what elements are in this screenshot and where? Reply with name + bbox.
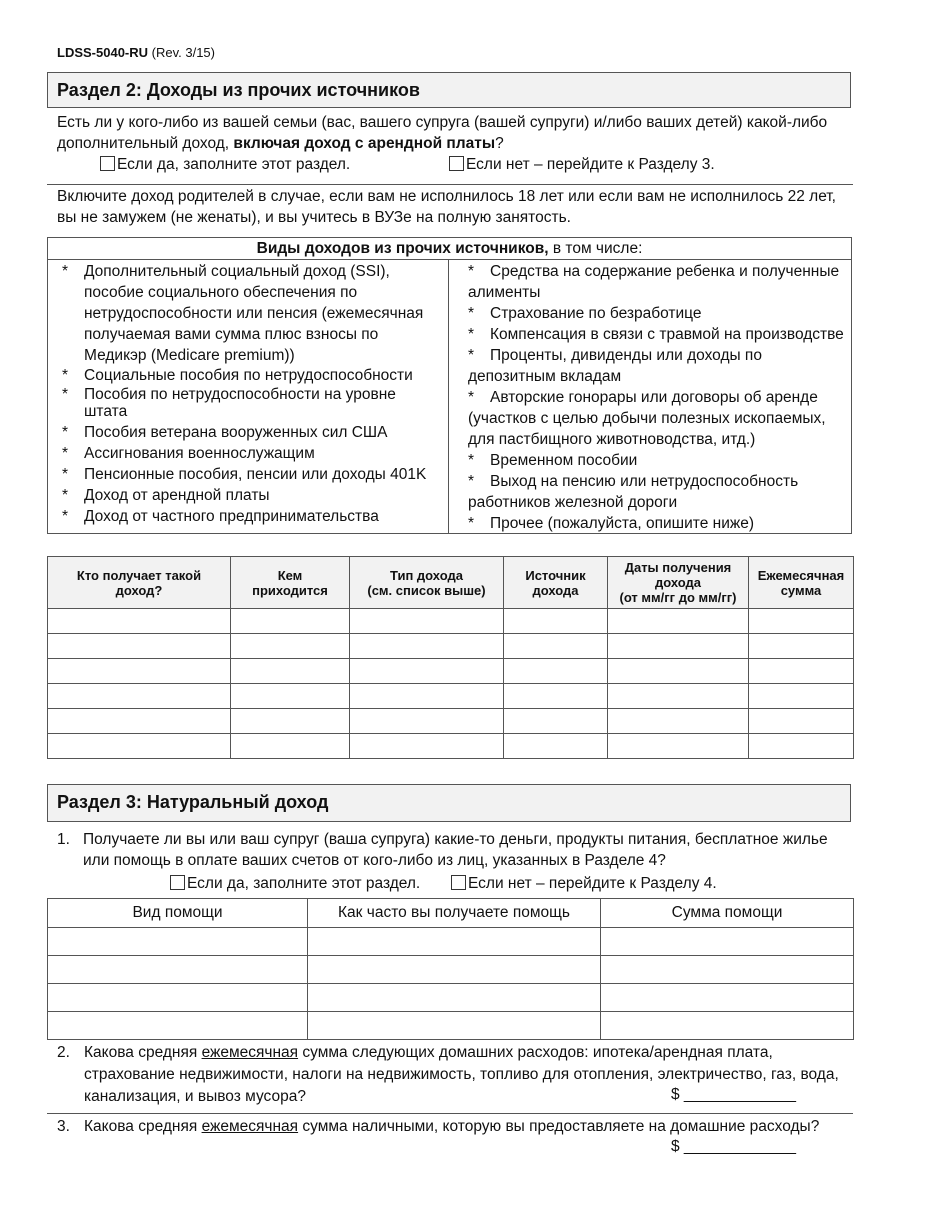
table-row [48,984,854,1012]
divider [47,1113,853,1114]
table-cell[interactable] [608,609,749,634]
table-row [48,709,854,734]
divider [47,184,853,185]
table-cell[interactable] [350,684,504,709]
table-row [48,634,854,659]
form-code: LDSS-5040-RU [57,45,149,60]
income-types-title: Виды доходов из прочих источников, в том числе: [48,238,851,260]
table-cell[interactable] [601,1012,854,1040]
section2-yes-label: Если да, заполните этот раздел. [117,156,351,173]
table-cell[interactable] [350,634,504,659]
table-cell[interactable] [48,734,231,759]
help-table [47,898,854,1040]
table-cell[interactable] [749,684,854,709]
q3-text: Какова средняя ежемесячная сумма наличными, которую вы предоставляете на домашние расходы? [84,1118,820,1135]
table-cell[interactable] [48,684,231,709]
section3-yes-checkbox[interactable] [170,875,185,890]
table-cell[interactable] [308,956,601,984]
table-cell[interactable] [504,609,608,634]
q1-number: 1. [57,831,70,848]
table-cell[interactable] [48,659,231,684]
table-cell[interactable] [231,634,350,659]
col-relation: Кем приходится [231,557,350,609]
table-cell[interactable] [48,1012,308,1040]
table-cell[interactable] [504,709,608,734]
col-help-amount: Сумма помощи [601,899,854,928]
section2-yes-checkbox[interactable] [100,156,115,171]
table-row [48,609,854,634]
section3-title: Раздел 3: Натуральный доход [47,784,851,822]
table-cell[interactable] [608,684,749,709]
table-cell[interactable] [48,928,308,956]
q3-amount-field[interactable]: $ _____________ [671,1138,796,1155]
table-cell[interactable] [504,684,608,709]
section2-no-label: Если нет – перейдите к Разделу 3. [466,156,715,173]
section3-no-option[interactable] [451,873,717,894]
table-cell[interactable] [350,709,504,734]
q1-text: Получаете ли вы или ваш супруг (ваша супруга) какие-то деньги, продукты питания, бесплатное жилье или помощь в оплате ваших счетов от кого-либо из лиц, указанных в Разделе 4? [83,831,828,869]
table-cell[interactable] [308,928,601,956]
table-cell[interactable] [231,659,350,684]
col-monthly: Ежемесячная сумма [749,557,854,609]
col-type: Тип дохода (см. список выше) [350,557,504,609]
col-help-frequency: Как часто вы получаете помощь [308,899,601,928]
table-row [48,684,854,709]
table-cell[interactable] [749,659,854,684]
table-cell[interactable] [231,734,350,759]
section2-yes-option[interactable] [100,154,350,175]
section2-no-checkbox[interactable] [449,156,464,171]
help-table-header [48,899,854,928]
q3-number: 3. [57,1118,70,1135]
col-help-type: Вид помощи [48,899,308,928]
section2-question: Есть ли у кого-либо из вашей семьи (вас, вашего супруга (вашей супруги) и/либо ваших детей) какой-либо дополнительный доход, включая доход с арендной платы? [57,114,828,152]
table-row [48,1012,854,1040]
form-rev: (Rev. 3/15) [151,45,215,60]
table-cell[interactable] [504,634,608,659]
table-cell[interactable] [601,984,854,1012]
table-cell[interactable] [350,659,504,684]
table-row [48,734,854,759]
section3-no-label: Если нет – перейдите к Разделу 4. [468,875,717,892]
section2-title: Раздел 2: Доходы из прочих источников [47,72,851,108]
table-cell[interactable] [504,659,608,684]
form-id [57,45,215,60]
income-table [47,556,854,759]
table-row [48,659,854,684]
section3-yes-option[interactable] [170,873,420,894]
table-cell[interactable] [231,684,350,709]
income-types-left: * Дополнительный социальный доход (SSI), пособие социального обеспечения по нетрудоспособности или пенсия (ежемесячная получаемая вами сумма плюс взносы по Медикэр (Medicare premium)) * Социальные пособия по нетрудоспособности * Пособия по нетрудоспособности на уровне штата * Пособия ветерана вооруженных сил США * Ассигнования военнослужащим * Пенсионные пособия, пенсии или доходы 401K * Доход от арендной платы * Доход от частного предпринимательства [62,263,427,525]
q2-amount-field[interactable]: $ _____________ [671,1086,796,1103]
table-cell[interactable] [601,928,854,956]
col-dates: Даты получения дохода (от мм/гг до мм/гг) [608,557,749,609]
table-cell[interactable] [350,734,504,759]
section3-no-checkbox[interactable] [451,875,466,890]
table-cell[interactable] [608,709,749,734]
table-cell[interactable] [608,659,749,684]
col-who: Кто получает такой доход? [48,557,231,609]
income-types-right: * Средства на содержание ребенка и полученные алименты * Страхование по безработице * Компенсация в связи с травмой на производстве * Проценты, дивиденды или доходы по депозитным вкладам * Авторские гонорары или договоры об аренде (участков с целью добычи полезных ископаемых, для пастбищного животноводства, итд.) * Временном пособии * Выход на пенсию или нетрудоспособность работников железной дороги * Прочее (пожалуйста, опишите ниже) [468,263,844,532]
q2-number: 2. [57,1044,70,1061]
table-cell[interactable] [749,609,854,634]
table-cell[interactable] [48,609,231,634]
section2-no-option[interactable] [449,154,715,175]
table-cell[interactable] [504,734,608,759]
section2-note: Включите доход родителей в случае, если вам не исполнилось 18 лет или если вам не исполнилось 22 лет, вы не замужем (не женаты), и вы учитесь в ВУЗе на полную занятость. [57,188,836,226]
section3-yes-label: Если да, заполните этот раздел. [187,875,421,892]
table-cell[interactable] [48,956,308,984]
q2-text: Какова средняя ежемесячная сумма следующих домашних расходов: ипотека/арендная плата, страхование недвижимости, налоги на недвижимость, топливо для отопления, электричество, газ, вода, канализация, и вывоз мусора? [84,1044,839,1105]
table-cell[interactable] [231,609,350,634]
table-row [48,956,854,984]
table-cell[interactable] [608,734,749,759]
income-types-divider [448,260,449,533]
table-cell[interactable] [601,956,854,984]
table-row [48,928,854,956]
table-cell[interactable] [231,709,350,734]
income-types-box [47,237,852,534]
table-cell[interactable] [608,634,749,659]
table-cell[interactable] [48,634,231,659]
table-cell[interactable] [48,984,308,1012]
col-source: Источник дохода [504,557,608,609]
table-cell[interactable] [350,609,504,634]
table-cell[interactable] [308,1012,601,1040]
income-table-header [48,557,854,609]
table-cell[interactable] [749,634,854,659]
table-cell[interactable] [749,734,854,759]
table-cell[interactable] [308,984,601,1012]
table-cell[interactable] [48,709,231,734]
table-cell[interactable] [749,709,854,734]
